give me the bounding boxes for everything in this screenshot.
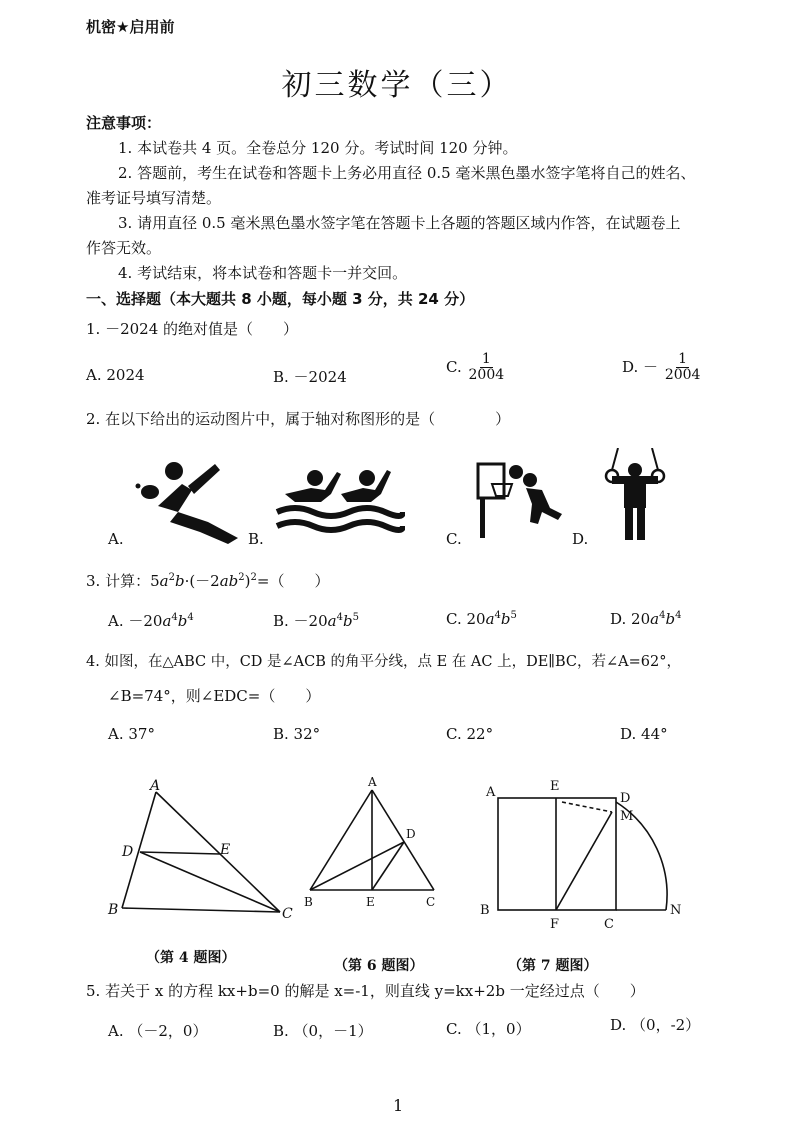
figure-4-caption: （第 4 题图）	[146, 950, 236, 966]
q1-option-b: B. －2024	[273, 368, 347, 386]
q2-option-d: D.	[572, 530, 589, 548]
q3-option-a: A. $-20a^4b^4$	[108, 612, 194, 630]
fig7-label-a: A	[486, 785, 496, 800]
fig7-label-d: D	[620, 791, 631, 806]
fig6-label-e: E	[366, 895, 375, 909]
q4-option-c: C. 22°	[446, 725, 494, 743]
q4-option-d: D. 44°	[620, 725, 668, 743]
q4-option-a: A. 37°	[108, 725, 155, 743]
q2-stem: 2. 在以下给出的运动图片中，属于轴对称图形的是（ ）	[86, 410, 511, 428]
fig7-label-b: B	[480, 903, 490, 918]
q3-option-b: B. $-20a^4b^5$	[273, 612, 359, 630]
q4-stem-line2: ∠B=74°，则∠EDC=（ ）	[108, 687, 321, 705]
figure-7-caption: （第 7 题图）	[508, 958, 598, 974]
page-number: 1	[393, 1096, 404, 1115]
fig6-label-d: D	[406, 827, 416, 841]
section-choice-heading: 一、选择题（本大题共 8 小题，每小题 3 分，共 24 分）	[86, 290, 475, 308]
fig6-label-c: C	[426, 895, 436, 909]
q1-option-c	[446, 352, 506, 384]
fig4-label-a: A	[150, 778, 161, 794]
fig4-label-d: D	[122, 844, 134, 860]
notice-item-1: 1. 本试卷共 4 页。全卷总分 120 分。考试时间 120 分钟。	[118, 139, 518, 157]
q1-option-a: A. 2024	[86, 366, 145, 384]
fig6-label-b: B	[304, 895, 313, 909]
q4-stem-line1: 4. 如图，在△ABC 中，CD 是∠ACB 的角平分线，点 E 在 AC 上，DE∥BC，若∠A=62°，	[86, 654, 681, 670]
figure-7-rectangle-arc-diagram	[480, 772, 700, 932]
q5-option-a: A. （－2，0）	[108, 1022, 208, 1040]
q5-option-d: D. （0，-2）	[610, 1016, 701, 1034]
notice-heading: 注意事项：	[86, 114, 162, 132]
q3-option-c: C. $20a^4b^5$	[446, 610, 517, 628]
figure-6-triangle-diagram	[298, 772, 448, 912]
q5-stem: 5. 若关于 x 的方程 kx+b=0 的解是 x=-1，则直线 y=kx+2b 一定经过点（ ）	[86, 982, 645, 1000]
fig7-label-n: N	[670, 903, 682, 918]
fig4-label-c: C	[282, 906, 293, 922]
q2-option-c: C.	[446, 530, 462, 548]
fig7-label-m: M	[620, 809, 634, 824]
q3-stem: 3. 计算：$5a^2b\cdot(-2ab^2)^2=$（ ）	[86, 572, 330, 590]
fig6-label-a: A	[368, 775, 377, 789]
q1-stem: 1. －2024 的绝对值是（ ）	[86, 320, 299, 338]
q1-option-c-label: C.	[446, 357, 462, 376]
q5-option-b: B. （0，－1）	[273, 1022, 373, 1040]
sport-basketball-image	[472, 460, 572, 540]
q2-option-b: B.	[248, 530, 264, 548]
fig4-label-b: B	[108, 902, 119, 918]
notice-item-2: 2. 答题前，考生在试卷和答题卡上务必用直径 0.5 毫米黑色墨水签字笔将自己的姓名、	[118, 164, 696, 182]
fig7-label-e: E	[550, 779, 560, 794]
figure-4-triangle-diagram	[100, 770, 300, 930]
notice-item-3-cont: 作答无效。	[86, 239, 162, 257]
sport-pingpong-image	[130, 456, 250, 546]
q4-option-b: B. 32°	[273, 725, 321, 743]
q2-option-a: A.	[108, 530, 124, 548]
q1-option-d-fraction: $\frac{1}{2004}$	[664, 351, 701, 384]
fig7-label-c: C	[604, 917, 614, 932]
q1-option-d	[622, 352, 702, 384]
q1-option-c-fraction: $\frac{1}{2004}$	[468, 351, 505, 384]
sport-swimming-image	[275, 464, 405, 544]
q5-option-c: C. （1，0）	[446, 1020, 531, 1038]
confidential-header: 机密★启用前	[86, 18, 175, 36]
notice-item-2-cont: 准考证号填写清楚。	[86, 189, 222, 207]
fig4-label-e: E	[220, 842, 231, 858]
q1-option-d-label: D. －	[622, 357, 659, 376]
figure-6-caption: （第 6 题图）	[334, 958, 424, 974]
q3-option-d: D. $20a^4b^4$	[610, 610, 682, 628]
exam-title: 初三数学（三）	[281, 68, 513, 103]
sport-rings-image	[600, 448, 670, 544]
notice-item-4: 4. 考试结束，将本试卷和答题卡一并交回。	[118, 264, 408, 282]
notice-item-3: 3. 请用直径 0.5 毫米黑色墨水签字笔在答题卡上各题的答题区域内作答，在试题卷上	[118, 214, 681, 232]
fig7-label-f: F	[550, 917, 560, 932]
